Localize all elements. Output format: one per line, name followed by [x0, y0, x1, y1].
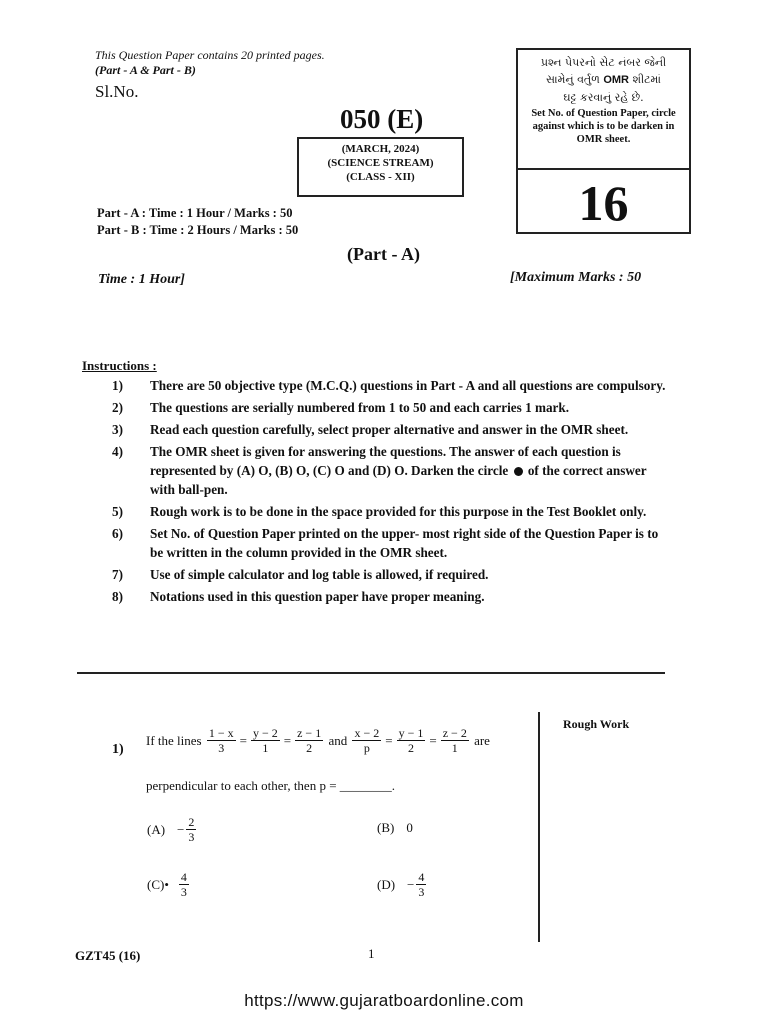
fraction-numerator: 2 [188, 815, 195, 829]
fraction-denominator: 2 [306, 741, 313, 755]
instruction-text [150, 442, 672, 499]
fraction-numerator: x − 2 [354, 726, 380, 740]
instruction-text: There are 50 objective type (M.C.Q.) questions in Part - A and all questions are compulsory. [150, 378, 666, 393]
fraction [397, 726, 426, 755]
instruction-text: The questions are serially numbered from 1 to 50 and each carries 1 mark. [150, 400, 570, 415]
equals-sign: = [283, 732, 292, 748]
option-label: (A) [147, 821, 166, 837]
rough-work-label: Rough Work [563, 717, 630, 731]
option-d [377, 870, 428, 899]
fraction-numerator: z − 2 [442, 726, 467, 740]
instruction-text-part: The OMR sheet is given for answering the questions. The answer of each question is represented by (A) O, (B) O, (C) O and (D) O. Darken the circle [150, 444, 621, 478]
set-number-english-note: Set No. of Question Paper, circle against which is to be darken in OMR sheet. [531, 108, 676, 145]
instruction-text: Use of simple calculator and log table is allowed, if required. [150, 567, 489, 582]
parts-note: (Part - A & Part - B) [95, 63, 196, 77]
option-label: (C) [147, 876, 165, 892]
instruction-text: Read each question carefully, select proper alternative and answer in the OMR sheet. [150, 422, 629, 437]
time-label: Time : 1 Hour] [98, 272, 185, 287]
gujarati-line-1: પ્રશ્ન પેપરનો સેટ નંબર જેની [540, 56, 667, 69]
exam-info-box [297, 137, 464, 197]
fraction-denominator: 1 [451, 741, 458, 755]
header-note [95, 48, 325, 78]
instructions-title: Instructions : [82, 358, 157, 373]
exam-session: (MARCH, 2024) [341, 143, 420, 155]
instruction-text: Notations used in this question paper have proper meaning. [150, 589, 485, 604]
source-url[interactable]: https://www.gujaratboardonline.com [244, 991, 524, 1010]
fraction [186, 815, 196, 844]
page-number: 1 [368, 946, 375, 961]
question-suffix: are [474, 732, 490, 748]
rough-work-divider [538, 712, 540, 942]
conjunction: and [328, 732, 348, 748]
part-heading: (Part - A) [347, 244, 420, 264]
fraction-numerator: 4 [180, 870, 187, 884]
fraction-denominator: 1 [262, 741, 269, 755]
paper-code-footer: GZT45 (16) [75, 948, 141, 963]
equals-sign: = [239, 732, 247, 748]
paper-pages-note: This Question Paper contains 20 printed pages. [95, 48, 325, 62]
instruction-item [112, 398, 672, 417]
instruction-number: 4) [112, 444, 123, 459]
minus-sign: − [407, 876, 415, 892]
fraction [207, 726, 236, 755]
instruction-number: 8) [112, 589, 123, 604]
instructions-list [112, 376, 672, 609]
fraction [441, 726, 469, 755]
option-label: (B) [377, 820, 395, 835]
fraction-numerator: y − 1 [398, 726, 424, 740]
part-a-time: Part - A : Time : 1 Hour / Marks : 50 [97, 206, 293, 220]
fraction-denominator: 3 [188, 830, 195, 844]
question-number: 1) [112, 742, 124, 757]
set-number-box [516, 48, 691, 234]
instruction-number: 1) [112, 378, 123, 393]
question-text-line-2: perpendicular to each other, then p = ________. [146, 778, 396, 793]
fraction-numerator: y − 2 [252, 726, 278, 740]
set-number: 16 [518, 168, 689, 236]
instruction-item [112, 420, 672, 439]
fraction-denominator: 3 [218, 741, 225, 755]
instruction-item [112, 524, 672, 562]
instruction-item [112, 565, 672, 584]
exam-code: 050 (E) [340, 104, 424, 134]
fraction-denominator: 3 [180, 885, 187, 899]
exam-stream: (SCIENCE STREAM) [327, 157, 434, 169]
question-text [146, 726, 490, 755]
fraction-numerator: 4 [418, 870, 425, 884]
filled-circle-icon [514, 467, 523, 476]
equals-sign: = [385, 732, 393, 748]
instruction-number: 5) [112, 504, 123, 519]
fraction [295, 726, 323, 755]
option-mark: • [164, 876, 169, 892]
gujarati-line-2a: સામેનું વર્તુળ [546, 73, 600, 86]
instruction-text: Set No. of Question Paper printed on the upper- most right side of the Question Paper is to be written in the column provided in the OMR sheet. [150, 526, 659, 560]
instruction-number: 6) [112, 526, 123, 541]
fraction-denominator: 3 [418, 885, 425, 899]
fraction-denominator: 2 [407, 741, 414, 755]
instruction-number: 3) [112, 422, 123, 437]
max-marks-label: [Maximum Marks : 50 [510, 270, 642, 285]
fraction [416, 870, 426, 899]
instruction-item [112, 587, 672, 606]
instruction-text-part: of the correct answer with ball-pen. [150, 463, 647, 497]
option-label: (D) [377, 876, 396, 892]
fraction-numerator: 1 − x [208, 726, 234, 740]
gujarati-line-2c: શીટમાં [632, 73, 661, 86]
option-value: 0 [406, 820, 413, 835]
gujarati-omr: OMR [603, 74, 629, 86]
fraction-numerator: z − 1 [297, 726, 322, 740]
minus-sign: − [177, 821, 185, 837]
fraction [179, 870, 189, 899]
exam-class: (CLASS - XII) [346, 171, 415, 183]
fraction [251, 726, 280, 755]
instruction-item [112, 502, 672, 521]
option-c [147, 870, 191, 899]
option-a [147, 815, 198, 844]
part-b-time: Part - B : Time : 2 Hours / Marks : 50 [97, 223, 299, 237]
gujarati-line-3: ઘટ્ટ કરવાનું રહે છે. [563, 91, 644, 104]
instruction-item [112, 442, 672, 499]
fraction [352, 726, 381, 755]
instruction-number: 7) [112, 567, 123, 582]
instruction-text: Rough work is to be done in the space provided for this purpose in the Test Booklet only. [150, 504, 647, 519]
set-number-gujarati-note [518, 50, 689, 106]
option-b [377, 820, 413, 836]
serial-number-label: Sl.No. [95, 82, 139, 101]
gujarati-line-2 [518, 71, 689, 89]
section-divider [77, 672, 665, 674]
instruction-item [112, 376, 672, 395]
equals-sign: = [429, 732, 437, 748]
fraction-denominator: p [363, 741, 370, 755]
question-prefix: If the lines [146, 732, 202, 748]
instruction-number: 2) [112, 400, 123, 415]
